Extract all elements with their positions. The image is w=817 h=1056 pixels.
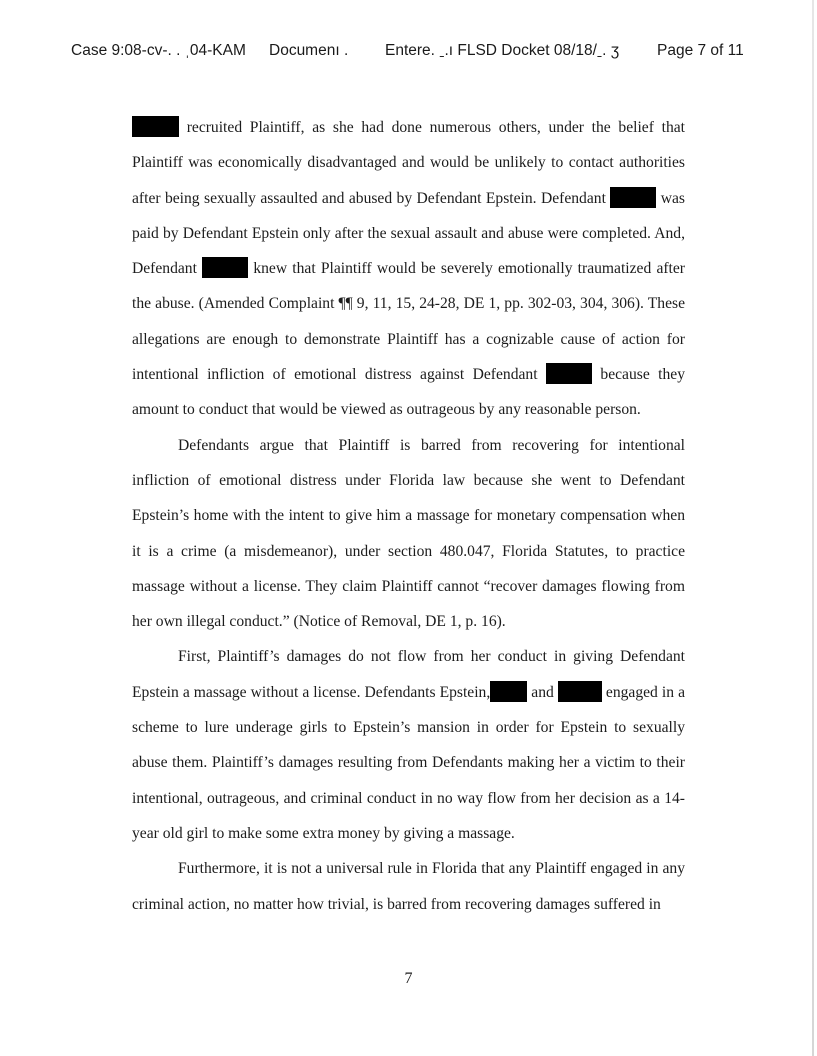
page-edge	[812, 0, 814, 1056]
paragraph-1-text-3: knew that Plaintiff would be severely emotionally traumatized after the abuse. (Amended Complaint ¶¶ 9, 11, 15, 24-28, DE 1, pp. 302-03, 304, 306). These allegations are enough to demonstrate Plaintiff has a cognizable cause of action for intentional infliction of emotional distress against Defendant	[132, 260, 686, 384]
paragraph-3-text-2: and	[531, 683, 554, 701]
paragraph-3-text-3: engaged in a scheme to lure underage girls to Epstein’s mansion in order for Epstein to sexually abuse them. Plaintiff’s damages resulting from Defendants making her a victim to their intentional, outrageous, and criminal conduct in no way flow from her decision as a 14-year old girl to make some extra money by giving a massage.	[132, 683, 685, 842]
body-text	[132, 110, 685, 922]
redaction-bar	[546, 363, 592, 384]
paragraph-3-text-1: First, Plaintiff’s damages do not flow from her conduct in giving Defendant Epstein a massage without a license. Defendants Epstein,	[132, 648, 685, 701]
court-header	[0, 42, 817, 64]
redaction-bar	[558, 681, 602, 702]
paragraph-3	[132, 639, 685, 851]
paragraph-1-text-2: was paid by Defendant Epstein only after the sexual assault and abuse were completed. And, Defendant	[132, 189, 685, 278]
redaction-bar	[610, 187, 656, 208]
document-label: Documenı .	[269, 42, 349, 59]
paragraph-4: Furthermore, it is not a universal rule in Florida that any Plaintiff engaged in any criminal action, no matter how trivial, is barred from recovering damages suffered in	[132, 860, 685, 913]
paragraph-1	[132, 110, 685, 428]
page-number: 7	[404, 970, 413, 987]
page-count: Page 7 of 11	[657, 42, 744, 59]
paragraph-1-text-4: because they amount to conduct that would be viewed as outrageous by any reasonable person.	[132, 366, 686, 419]
paragraph-1-text-1: recruited Plaintiff, as she had done numerous others, under the belief that Plaintiff was economically disadvantaged and would be unlikely to contact authorities after being sexually assaulted and abused by Defendant Epstein. Defendant	[132, 119, 685, 207]
docket-entry: Entere. ˍ.ı FLSD Docket 08/18/ˍ. ʒ	[385, 42, 620, 59]
redaction-bar	[132, 116, 179, 137]
redaction-bar	[202, 257, 248, 278]
case-number: Case 9:08-cv-. . ˌ04-KAM	[71, 42, 246, 59]
paragraph-2: Defendants argue that Plaintiff is barred from recovering for intentional infliction of emotional distress under Florida law because she went to Defendant Epstein’s home with the intent to give him a massage for monetary compensation when it is a crime (a misdemeanor), under section 480.047, Florida Statutes, to practice massage without a license. They claim Plaintiff cannot “recover damages flowing from her own illegal conduct.” (Notice of Removal, DE 1, p. 16).	[132, 436, 685, 631]
redaction-bar	[490, 681, 527, 702]
